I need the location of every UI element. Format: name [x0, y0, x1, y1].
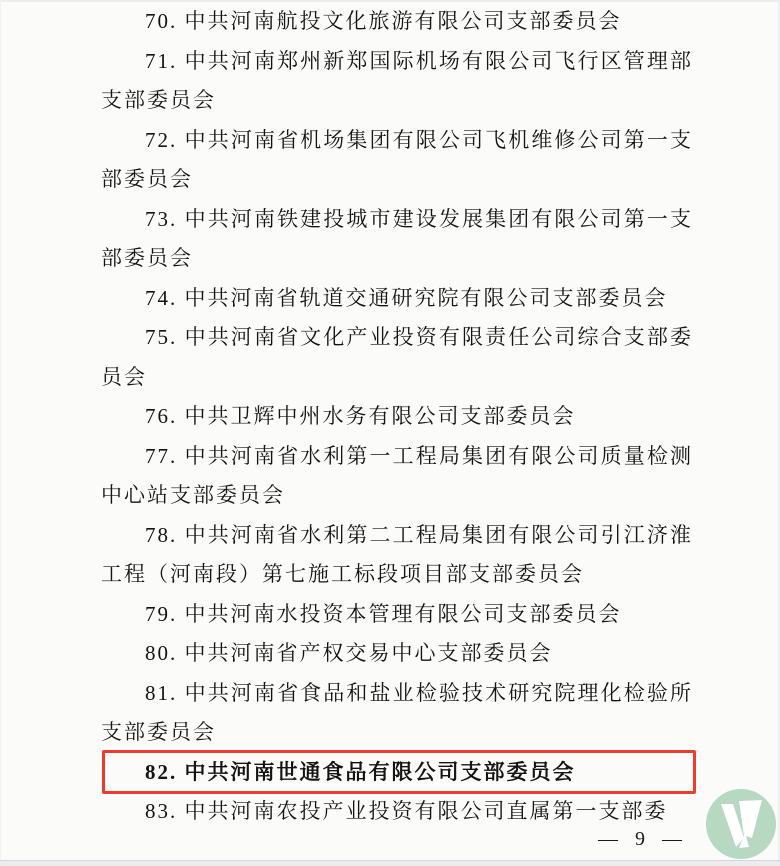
v-logo-icon: [706, 789, 776, 859]
list-item-text: 74. 中共河南省轨道交通研究院有限公司支部委员会: [145, 285, 668, 310]
list-item-text: 72. 中共河南省机场集团有限公司飞机维修公司第一支部委员会: [101, 127, 693, 191]
list-item-text: 79. 中共河南水投资本管理有限公司支部委员会: [145, 601, 622, 626]
list-item-text: 80. 中共河南省产权交易中心支部委员会: [145, 641, 553, 665]
list-item: [101, 200, 693, 279]
list-item: [101, 397, 693, 437]
list-item-text: 75. 中共河南省文化产业投资有限责任公司综合支部委员会: [101, 325, 693, 389]
page-edge-left: [0, 0, 1, 866]
page-number: — 9 —: [598, 828, 688, 850]
list-item-text: 81. 中共河南省食品和盐业检验技术研究院理化检验所支部委员会: [101, 680, 693, 744]
list-item-text: 76. 中共卫辉中州水务有限公司支部委员会: [145, 404, 576, 428]
list-item-text: 82. 中共河南世通食品有限公司支部委员会: [145, 759, 576, 784]
committee-list: [101, 2, 693, 832]
list-item: [101, 634, 693, 674]
list-item: [101, 792, 693, 832]
list-item: [101, 318, 693, 397]
list-item-text: 77. 中共河南省水利第一工程局集团有限公司质量检测中心站支部委员会: [101, 443, 693, 507]
list-item-text: 78. 中共河南省水利第二工程局集团有限公司引江济淮工程（河南段）第七施工标段项目部支部委员会: [101, 522, 693, 586]
list-item: [101, 2, 693, 42]
list-item-text: 73. 中共河南铁建投城市建设发展集团有限公司第一支部委员会: [101, 206, 693, 270]
v-logo-watermark: [706, 789, 776, 859]
list-item: [101, 437, 693, 516]
list-item: [101, 516, 693, 595]
list-item-text: 71. 中共河南郑州新郑国际机场有限公司飞行区管理部支部委员会: [101, 48, 693, 112]
page-edge-bottom: [0, 860, 780, 866]
list-item: [101, 42, 693, 121]
list-item: [101, 121, 693, 200]
list-item: [101, 674, 693, 753]
list-item: [101, 279, 693, 319]
list-item-text: 83. 中共河南农投产业投资有限公司直属第一支部委: [145, 799, 668, 823]
list-item-text: 70. 中共河南航投文化旅游有限公司支部委员会: [145, 9, 622, 33]
list-item: [101, 595, 693, 635]
list-item: [101, 753, 693, 793]
